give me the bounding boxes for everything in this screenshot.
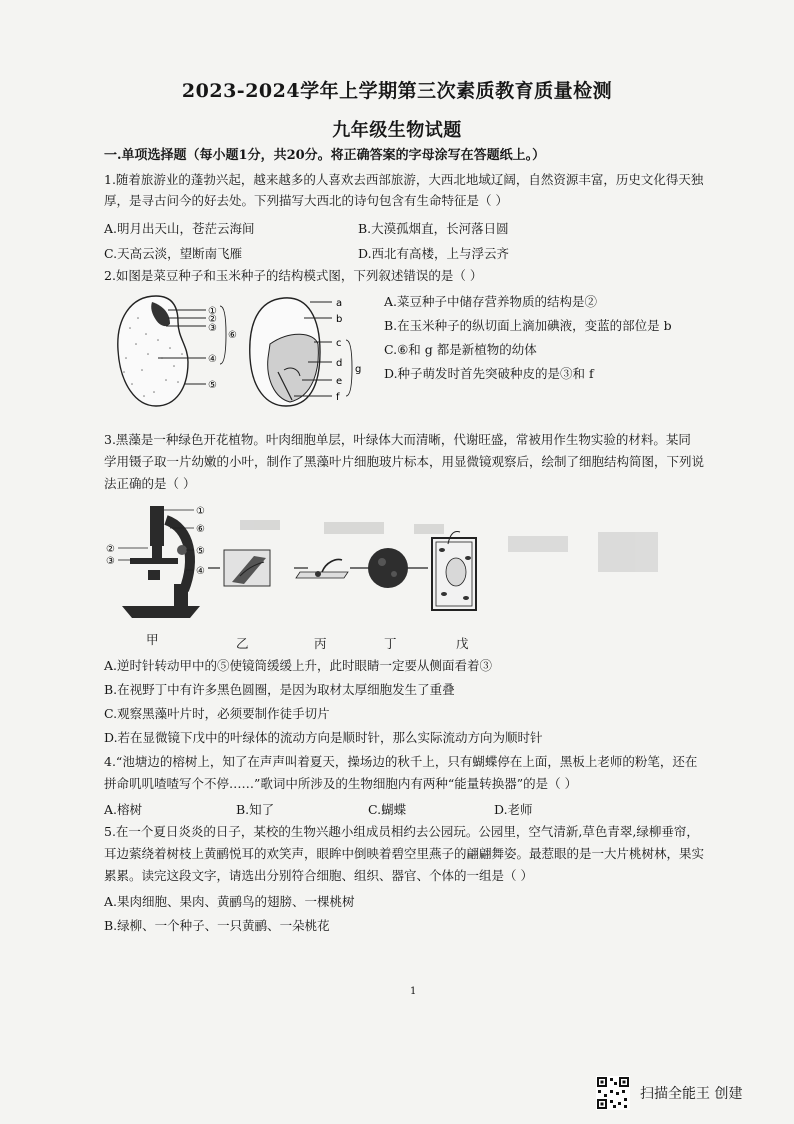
- q3-option-c: C.观察黑藻叶片时，必须要制作徒手切片: [104, 706, 330, 721]
- q5-option-b: B.绿柳、一个种子、一只黄鹂、一朵桃花: [104, 918, 330, 933]
- corn-label-d: d: [336, 358, 343, 369]
- q2-option-a: A.菜豆种子中储存营养物质的结构是②: [384, 294, 598, 309]
- bean-label-2: ②: [208, 314, 217, 325]
- leaf-cell-figure: [432, 532, 476, 611]
- q2-option-c: C.⑥和 g 都是新植物的幼体: [384, 342, 537, 357]
- bean-label-1: ①: [208, 306, 217, 317]
- fig-label-jia: 甲: [146, 632, 159, 647]
- q4-stem-line2: 拼命叽叽喳喳写个不停……”歌词中所涉及的生物细胞内有两种“能量转换器”的是（ ）: [104, 776, 578, 791]
- exam-subtitle: 九年级生物试题: [332, 120, 462, 141]
- corn-label-f: f: [336, 392, 340, 403]
- corn-seed-figure: [250, 298, 362, 406]
- slide-prep-figure: [296, 560, 348, 579]
- fig-label-yi: 乙: [236, 636, 249, 651]
- scanner-brand: 扫描全能王 创建: [640, 1086, 743, 1102]
- q1-option-c: C.天高云淡，望断南飞雁: [104, 246, 243, 261]
- q4-option-d: D.老师: [494, 802, 533, 817]
- microscope-figure-row: [104, 498, 704, 626]
- q3-stem-line3: 法正确的是（ ）: [104, 476, 196, 491]
- q5-option-a: A.果肉细胞、果肉、黄鹂鸟的翅膀、一棵桃树: [104, 894, 355, 909]
- q2-option-d: D.种子萌发时首先突破种皮的是③和 f: [384, 366, 594, 381]
- corn-label-e: e: [336, 376, 343, 387]
- q1-stem-line2: 厚，是寻古问今的好去处。下列描写大西北的诗句包含有生命特征是（ ）: [104, 193, 508, 208]
- exam-title: 2023-2024学年上学期第三次素质教育质量检测: [181, 80, 613, 102]
- q5-stem-line3: 累累。读完这段文字，请选出分别符合细胞、组织、器官、个体的一组是（ ）: [104, 868, 533, 883]
- q4-option-a: A.榕树: [104, 802, 143, 817]
- q4-option-b: B.知了: [236, 802, 275, 817]
- page-number: 1: [410, 986, 417, 997]
- q3-option-d: D.若在显微镜下戊中的叶绿体的流动方向是顺时针，那么实际流动方向为顺时针: [104, 730, 543, 745]
- tweezers-leaf-figure: [224, 550, 270, 586]
- bean-label-5: ⑤: [208, 380, 217, 391]
- scope-label-2: ②: [106, 544, 115, 555]
- q4-option-c: C.蝴蝶: [368, 802, 407, 817]
- q4-stem-line1: 4.“池塘边的榕树上，知了在声声叫着夏天，操场边的秋千上，只有蝴蝶停在上面，黑板上老师的粉笔，还在: [104, 754, 698, 769]
- bean-seed-figure: [118, 296, 237, 406]
- q3-stem-line2: 学用镊子取一片幼嫩的小叶，制作了黑藻叶片细胞玻片标本，用显微镜观察后，绘制了细胞结构简图，下列说: [104, 454, 705, 469]
- q2-option-b: B.在玉米种子的纵切面上滴加碘液，变蓝的部位是 b: [384, 318, 672, 333]
- bean-label-3: ③: [208, 323, 217, 334]
- scope-label-6: ⑥: [196, 524, 205, 535]
- q3-option-b: B.在视野丁中有许多黑色圆圈，是因为取材太厚细胞发生了重叠: [104, 682, 455, 697]
- scanner-footer: [596, 1076, 776, 1112]
- corn-label-a: a: [336, 298, 343, 309]
- q5-stem-line2: 耳边萦绕着树枝上黄鹂悦耳的欢笑声，眼眸中倒映着碧空里燕子的翩翩舞姿。最惹眼的是一大片桃树林，果实: [104, 846, 705, 861]
- q1-option-b: B.大漠孤烟直，长河落日圆: [358, 221, 509, 236]
- corn-label-b: b: [336, 314, 343, 325]
- fig-label-ding: 丁: [384, 636, 397, 651]
- section-heading: 一.单项选择题（每小题1分，共20分。将正确答案的字母涂写在答题纸上。）: [104, 148, 546, 163]
- q3-stem-line1: 3.黑藻是一种绿色开花植物。叶肉细胞单层，叶绿体大而清晰，代谢旺盛，常被用作生物实验的材料。某同: [104, 432, 691, 447]
- q1-stem-line1: 1.随着旅游业的蓬勃兴起，越来越多的人喜欢去西部旅游，大西北地域辽阔，自然资源丰富，历史文化得天独: [104, 172, 704, 187]
- bean-label-4: ④: [208, 354, 217, 365]
- scope-label-3: ③: [106, 556, 115, 567]
- corn-label-c: c: [336, 338, 342, 349]
- q3-option-a: A.逆时针转动甲中的⑤使镜筒缓缓上升，此时眼睛一定要从侧面看着③: [104, 658, 493, 673]
- bean-label-6: ⑥: [228, 330, 237, 341]
- scope-label-5: ⑤: [196, 546, 205, 557]
- scope-label-4: ④: [196, 566, 205, 577]
- corn-label-g: g: [355, 364, 362, 375]
- seed-diagram: [108, 288, 380, 416]
- microscope-view-figure: [368, 548, 408, 588]
- scope-label-1: ①: [196, 506, 205, 517]
- fig-label-wu: 戊: [456, 636, 469, 651]
- fig-label-bing: 丙: [314, 636, 327, 651]
- microscope-figure: [106, 506, 205, 618]
- q5-stem-line1: 5.在一个夏日炎炎的日子，某校的生物兴趣小组成员相约去公园玩。公园里，空气清新,草色青翠,绿柳垂帘，: [104, 824, 699, 839]
- q2-stem: 2.如图是菜豆种子和玉米种子的结构模式图，下列叙述错误的是（ ）: [104, 268, 483, 283]
- qr-code-icon: [596, 1076, 630, 1110]
- q1-option-d: D.西北有高楼，上与浮云齐: [358, 246, 510, 261]
- q1-option-a: A.明月出天山，苍茫云海间: [104, 221, 255, 236]
